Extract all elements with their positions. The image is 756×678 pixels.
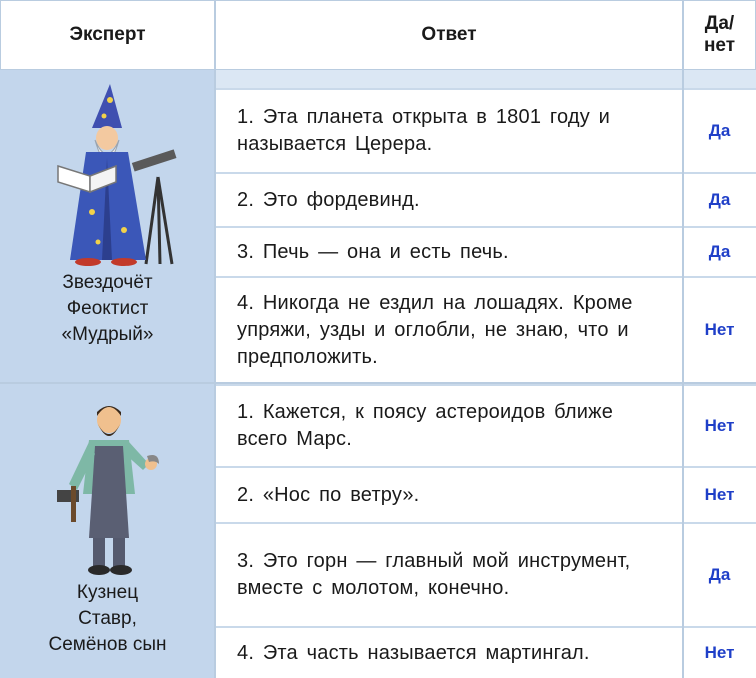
answer-cell: 1. Эта планета открыта в 1801 году и называется Церера. xyxy=(215,88,683,172)
expert-name-astrologer: Звездочёт Феоктист «Мудрый» xyxy=(61,272,154,345)
expert-cell-blacksmith xyxy=(0,384,215,678)
verdict-cell: Да xyxy=(683,522,756,626)
blacksmith-figure-icon xyxy=(55,398,165,578)
expert-name-blacksmith: Кузнец Ставр, Семёнов сын xyxy=(48,582,167,655)
verdict-cell: Нет xyxy=(683,276,756,382)
column-divider xyxy=(682,0,684,678)
astrologer-figure-icon xyxy=(40,82,180,267)
verdict-cell: Да xyxy=(683,226,756,276)
expert-column-header: Эксперт xyxy=(0,0,215,70)
answer-cell: 3. Печь — она и есть печь. xyxy=(215,226,683,276)
answer-cell: 4. Никогда не ездил на лошадях. Кроме упряжи, узды и оглобли, не знаю, что и предположить. xyxy=(215,276,683,382)
answer-column-header: Ответ xyxy=(215,0,683,70)
answer-cell: 1. Кажется, к поясу астероидов ближе всего Марс. xyxy=(215,384,683,466)
expert-divider xyxy=(0,382,756,384)
answer-cell: 3. Это горн — главный мой инструмент, вместе с молотом, конечно. xyxy=(215,522,683,626)
verdict-cell: Да xyxy=(683,172,756,226)
column-divider xyxy=(214,0,216,678)
verdict-cell: Да xyxy=(683,88,756,172)
verdict-cell: Нет xyxy=(683,384,756,466)
answer-cell: 4. Эта часть называется мартингал. xyxy=(215,626,683,678)
verdict-cell: Нет xyxy=(683,626,756,678)
verdict-cell: Нет xyxy=(683,466,756,522)
answer-cell: 2. «Нос по ветру». xyxy=(215,466,683,522)
answer-cell: 2. Это фордевинд. xyxy=(215,172,683,226)
expert-cell-astrologer xyxy=(0,70,215,382)
verdict-column-header: Да/ нет xyxy=(683,0,756,70)
